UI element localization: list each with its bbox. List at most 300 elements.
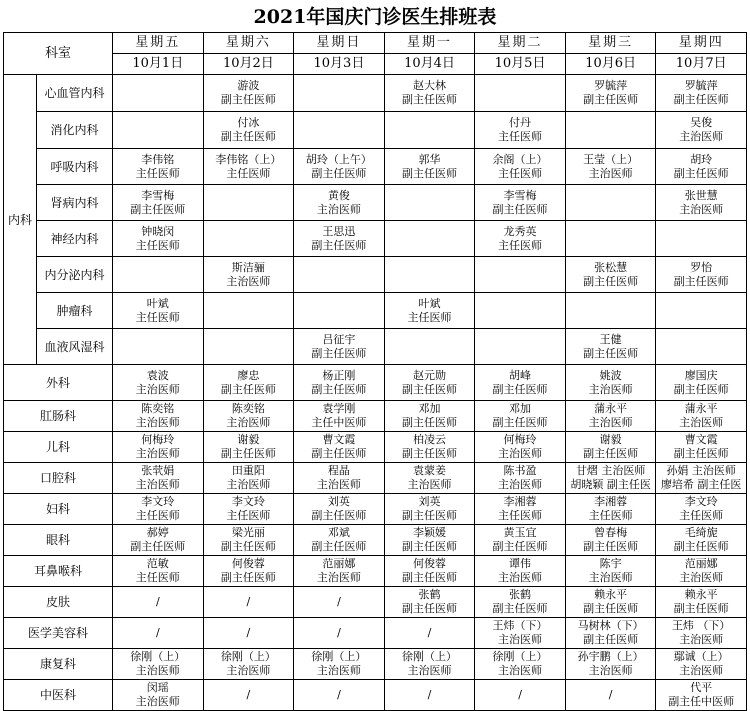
- doctor-title: 廖培希 副主任医: [660, 478, 742, 491]
- doctor-name: /: [337, 626, 341, 639]
- doctor-name: 王莹（上）: [583, 152, 639, 166]
- schedule-cell: [384, 329, 475, 365]
- doctor-title: 副主任医师: [583, 633, 639, 646]
- schedule-cell: [294, 112, 385, 149]
- date-header: 10月4日: [384, 54, 475, 75]
- schedule-cell: [656, 525, 747, 556]
- doctor-title: 主治医师: [316, 202, 361, 216]
- department-label: 心血管内科: [37, 75, 113, 112]
- department-label: 眼科: [4, 525, 113, 556]
- doctor-title: 主任医师: [135, 310, 180, 324]
- schedule-cell: [656, 112, 747, 149]
- schedule-cell: [113, 618, 204, 649]
- doctor-name: 郭华: [418, 152, 441, 166]
- table-row: [4, 185, 747, 221]
- schedule-cell: [113, 293, 204, 329]
- doctor-name: 袁蒙姜: [412, 464, 446, 477]
- schedule-cell: [294, 432, 385, 463]
- doctor-name: /: [608, 688, 613, 701]
- doctor-name: 范丽娜: [322, 557, 356, 570]
- schedule-cell: [565, 112, 656, 149]
- doctor-title: 副主任医师: [583, 540, 639, 553]
- schedule-cell: [384, 463, 475, 494]
- doctor-title: 主治医师: [679, 416, 724, 429]
- schedule-cell: [656, 494, 747, 525]
- schedule-cell: [656, 556, 747, 587]
- doctor-title: 副主任医师: [673, 93, 729, 106]
- table-row: [4, 649, 747, 680]
- doctor-name: /: [246, 626, 251, 639]
- doctor-name: 刘英: [418, 495, 441, 508]
- doctor-name: 李雪梅: [141, 188, 175, 202]
- doctor-title: 主治医师: [135, 447, 180, 460]
- doctor-title: 副主任医师: [220, 571, 276, 584]
- doctor-name: 李雪梅: [503, 188, 537, 202]
- doctor-name: 毛绮旎: [684, 526, 718, 539]
- doctor-name: 王思迅: [322, 224, 356, 238]
- schedule-cell: [113, 221, 204, 257]
- doctor-name: 罗怡: [690, 260, 713, 274]
- schedule-cell: [203, 75, 294, 112]
- doctor-name: /: [518, 688, 522, 701]
- corner-label: 科室: [4, 33, 113, 75]
- table-row: [4, 365, 747, 401]
- doctor-title: 主治医师: [588, 166, 633, 180]
- department-label: 血液风湿科: [37, 329, 113, 365]
- doctor-name: 徐刚（上）: [401, 650, 457, 663]
- schedule-cell: [294, 587, 385, 618]
- schedule-cell: [294, 680, 385, 711]
- doctor-name: 蒲永平: [594, 402, 628, 415]
- schedule-cell: [294, 401, 385, 432]
- doctor-name: 张松慧: [594, 260, 628, 274]
- doctor-title: 主治医师: [679, 130, 724, 143]
- department-label: 妇科: [4, 494, 113, 525]
- schedule-cell: [294, 185, 385, 221]
- schedule-cell: [475, 525, 566, 556]
- doctor-name: 何俊蓉: [231, 557, 265, 570]
- schedule-cell: [294, 75, 385, 112]
- doctor-name: 王健: [599, 332, 622, 346]
- doctor-title: 副主任医师: [492, 382, 548, 396]
- schedule-cell: [565, 293, 656, 329]
- doctor-name: 吕征宇: [322, 332, 356, 346]
- doctor-name: 程晶: [327, 464, 350, 477]
- table-row: [4, 556, 747, 587]
- schedule-cell: [203, 185, 294, 221]
- table-row: [4, 494, 747, 525]
- doctor-name: 姚波: [599, 368, 622, 382]
- doctor-title: 主任医师: [407, 310, 452, 324]
- doctor-name: 何梅玲: [503, 433, 537, 446]
- schedule-cell: [656, 618, 747, 649]
- doctor-name: 李湘蓉: [594, 495, 628, 508]
- schedule-cell: [656, 149, 747, 185]
- doctor-name: 田重阳: [231, 464, 265, 477]
- schedule-cell: [203, 525, 294, 556]
- doctor-name: 罗毓萍: [594, 79, 628, 92]
- doctor-title: 副主任医师: [401, 166, 457, 180]
- doctor-name: 李伟铭: [141, 152, 175, 166]
- doctor-title: 副主任医师: [311, 382, 367, 396]
- schedule-cell: [475, 149, 566, 185]
- doctor-name: 张鹤: [509, 588, 532, 601]
- schedule-cell: [565, 185, 656, 221]
- schedule-cell: [475, 556, 566, 587]
- schedule-cell: [656, 401, 747, 432]
- doctor-name: 徐刚（上）: [220, 650, 276, 663]
- schedule-cell: [294, 649, 385, 680]
- schedule-cell: [656, 221, 747, 257]
- doctor-name: 陈书盈: [503, 464, 537, 477]
- schedule-cell: [113, 680, 204, 711]
- department-label: 医学美容科: [4, 618, 113, 649]
- schedule-cell: [294, 365, 385, 401]
- doctor-title: 副主任医师: [311, 447, 367, 460]
- doctor-title: 主任医师: [135, 571, 180, 584]
- doctor-name: 罗毓萍: [684, 79, 718, 92]
- schedule-cell: [203, 329, 294, 365]
- doctor-name: 杨正刚: [322, 368, 356, 382]
- date-header: 10月1日: [113, 54, 204, 75]
- doctor-title: 主任医师: [135, 166, 180, 180]
- doctor-title: 主治医师: [498, 571, 543, 584]
- doctor-title: 副主任医师: [401, 509, 457, 522]
- schedule-cell: [384, 401, 475, 432]
- doctor-title: 副主任医师: [673, 166, 729, 180]
- doctor-name: 赖永平: [684, 588, 718, 601]
- schedule-cell: [565, 432, 656, 463]
- schedule-cell: [294, 329, 385, 365]
- weekday-header: 星期二: [475, 33, 566, 54]
- doctor-name: 王炜（下）: [492, 619, 548, 632]
- schedule-cell: [384, 221, 475, 257]
- doctor-name: 付丹: [509, 116, 532, 129]
- schedule-cell: [565, 365, 656, 401]
- schedule-cell: [113, 525, 204, 556]
- schedule-cell: [656, 649, 747, 680]
- doctor-title: 主治医师: [679, 633, 724, 646]
- doctor-name: 马树林（下）: [577, 619, 644, 632]
- doctor-name: 陈奕铭: [231, 402, 265, 415]
- doctor-name: 谢毅: [237, 433, 260, 446]
- doctor-title: 副主任医师: [401, 382, 457, 396]
- date-header: 10月3日: [294, 54, 385, 75]
- doctor-title: 主治医师: [588, 382, 633, 396]
- doctor-name: 张鹤: [418, 588, 441, 601]
- doctor-name: 李伟铭（上）: [215, 152, 282, 166]
- department-label: 口腔科: [4, 463, 113, 494]
- schedule-cell: [475, 680, 566, 711]
- doctor-title: 主治医师: [226, 478, 271, 491]
- schedule-cell: [203, 432, 294, 463]
- schedule-cell: [203, 587, 294, 618]
- schedule-cell: [113, 463, 204, 494]
- schedule-cell: [294, 494, 385, 525]
- doctor-name: 胡玲: [690, 152, 713, 166]
- doctor-title: 主治医师: [679, 664, 724, 677]
- doctor-title: 主治医师: [226, 274, 271, 288]
- doctor-name: 鄢诚（上）: [673, 650, 729, 663]
- doctor-name: 蒲永平: [684, 402, 718, 415]
- schedule-cell: [475, 463, 566, 494]
- date-header: 10月5日: [475, 54, 566, 75]
- doctor-title: 副主任医师: [673, 602, 729, 615]
- doctor-name: /: [427, 688, 432, 701]
- doctor-title: 副主任医师: [401, 540, 457, 553]
- doctor-title: 主治医师: [588, 664, 633, 677]
- doctor-name: 胡玲（上午）: [305, 152, 372, 166]
- doctor-name: 范敏: [146, 557, 169, 570]
- schedule-cell: [294, 257, 385, 293]
- department-label: 内分泌内科: [37, 257, 113, 293]
- doctor-title: 主治医师: [679, 571, 724, 584]
- doctor-title: 副主任医师: [583, 346, 639, 360]
- weekday-header: 星期一: [384, 33, 475, 54]
- doctor-name: 邓斌: [327, 526, 350, 539]
- doctor-name: 赵元勋: [412, 368, 446, 382]
- schedule-cell: [203, 463, 294, 494]
- schedule-cell: [203, 365, 294, 401]
- weekday-header: 星期六: [203, 33, 294, 54]
- doctor-name: 柏凌云: [412, 433, 446, 446]
- schedule-cell: [203, 494, 294, 525]
- schedule-cell: [475, 649, 566, 680]
- doctor-name: 徐刚（上）: [311, 650, 367, 663]
- table-row: [4, 293, 747, 329]
- doctor-name: 邓加: [418, 402, 441, 415]
- doctor-title: 主任医师: [135, 238, 180, 252]
- doctor-name: 郝婷: [146, 526, 169, 539]
- doctor-title: 主治医师: [135, 695, 180, 708]
- doctor-title: 副主任医师: [311, 166, 367, 180]
- doctor-name: 斯洁骊: [231, 260, 265, 274]
- schedule-cell: [475, 75, 566, 112]
- table-row: [4, 587, 747, 618]
- schedule-cell: [294, 618, 385, 649]
- doctor-name: 孙娟 主治医师: [666, 464, 736, 477]
- doctor-name: 曾春梅: [594, 526, 628, 539]
- doctor-title: 副主任医师: [311, 509, 367, 522]
- doctor-name: 甘熠 主治医师: [575, 464, 646, 477]
- doctor-title: 副主任医师: [220, 93, 276, 106]
- schedule-cell: [294, 221, 385, 257]
- schedule-cell: [565, 618, 656, 649]
- doctor-title: 主治医师: [135, 478, 180, 491]
- date-header: 10月6日: [565, 54, 656, 75]
- doctor-name: 李文玲: [684, 495, 718, 508]
- schedule-cell: [113, 112, 204, 149]
- doctor-title: 主治医师: [498, 633, 543, 646]
- department-label: 肿瘤科: [37, 293, 113, 329]
- schedule-cell: [203, 149, 294, 185]
- schedule-cell: [475, 221, 566, 257]
- doctor-name: 代平: [690, 681, 713, 694]
- doctor-title: 主治医师: [679, 202, 724, 216]
- schedule-cell: [384, 293, 475, 329]
- doctor-name: 王炜 （下）: [671, 619, 731, 632]
- department-label: 儿科: [4, 432, 113, 463]
- doctor-title: 主治医师: [588, 416, 633, 429]
- doctor-name: 廖国庆: [684, 368, 718, 382]
- doctor-name: 邓加: [509, 402, 532, 415]
- schedule-cell: [203, 112, 294, 149]
- doctor-name: 叶斌: [418, 296, 441, 310]
- schedule-cell: [565, 587, 656, 618]
- schedule-cell: [203, 257, 294, 293]
- schedule-cell: [656, 432, 747, 463]
- doctor-title: 副主任医师: [401, 416, 457, 429]
- doctor-title: 主任医师: [498, 130, 543, 143]
- department-label: 外科: [4, 365, 113, 401]
- doctor-name: 曹文霞: [322, 433, 356, 446]
- doctor-title: 副主任医师: [401, 602, 457, 615]
- doctor-name: /: [337, 688, 341, 701]
- doctor-name: /: [155, 626, 160, 639]
- doctor-title: 副主任医师: [492, 540, 548, 553]
- schedule-cell: [203, 618, 294, 649]
- schedule-cell: [565, 329, 656, 365]
- table-row: [4, 329, 747, 365]
- schedule-cell: [565, 149, 656, 185]
- doctor-title: 主治医师: [498, 447, 543, 460]
- schedule-cell: [113, 365, 204, 401]
- schedule-cell: [384, 494, 475, 525]
- schedule-cell: [656, 463, 747, 494]
- doctor-name: /: [246, 595, 251, 608]
- doctor-title: 副主任医师: [583, 274, 639, 288]
- doctor-name: 龙秀英: [503, 224, 537, 238]
- schedule-cell: [656, 329, 747, 365]
- schedule-cell: [203, 221, 294, 257]
- table-row: [4, 257, 747, 293]
- schedule-cell: [565, 680, 656, 711]
- schedule-cell: [294, 463, 385, 494]
- doctor-name: 刘英: [327, 495, 350, 508]
- schedule-cell: [113, 494, 204, 525]
- doctor-name: 余阁（上）: [492, 152, 548, 166]
- doctor-name: 李颖媛: [412, 526, 446, 539]
- department-label: 神经内科: [37, 221, 113, 257]
- doctor-name: 李文玲: [141, 495, 175, 508]
- doctor-title: 主治医师: [498, 664, 543, 677]
- doctor-title: 副主任医师: [220, 540, 276, 553]
- schedule-cell: [565, 556, 656, 587]
- schedule-cell: [656, 587, 747, 618]
- doctor-title: 主任医师: [226, 509, 271, 522]
- doctor-title: 主任医师: [498, 509, 543, 522]
- schedule-cell: [475, 185, 566, 221]
- schedule-cell: [384, 185, 475, 221]
- doctor-name: 赵大林: [412, 79, 446, 92]
- doctor-name: 付冰: [237, 116, 260, 129]
- schedule-cell: [113, 329, 204, 365]
- weekday-header: 星期三: [565, 33, 656, 54]
- schedule-cell: [475, 329, 566, 365]
- schedule-cell: [113, 149, 204, 185]
- doctor-title: 主任医师: [588, 509, 633, 522]
- doctor-name: 游波: [237, 79, 260, 92]
- doctor-name: 袁学刚: [322, 402, 356, 415]
- department-label: 皮肤: [4, 587, 113, 618]
- doctor-title: 主任医师: [679, 509, 724, 522]
- table-row: [4, 680, 747, 711]
- schedule-cell: [475, 401, 566, 432]
- schedule-cell: [475, 494, 566, 525]
- schedule-cell: [565, 401, 656, 432]
- doctor-name: /: [427, 626, 432, 639]
- doctor-name: 梁光丽: [231, 526, 265, 539]
- weekday-header: 星期日: [294, 33, 385, 54]
- doctor-title: 副主任医师: [492, 202, 548, 216]
- doctor-title: 副主任医师: [220, 447, 276, 460]
- doctor-name: 谢毅: [599, 433, 622, 446]
- schedule-cell: [384, 525, 475, 556]
- table-row: [4, 112, 747, 149]
- schedule-cell: [384, 149, 475, 185]
- doctor-title: 主治医师: [135, 416, 180, 429]
- schedule-cell: [475, 365, 566, 401]
- doctor-title: 胡晓颖 副主任医: [570, 478, 651, 491]
- doctor-name: 吴俊: [690, 116, 713, 129]
- schedule-cell: [384, 618, 475, 649]
- doctor-title: 主任医师: [498, 166, 543, 180]
- schedule-cell: [203, 293, 294, 329]
- doctor-name: 陈宇: [599, 557, 622, 570]
- doctor-title: 主治医师: [316, 571, 361, 584]
- doctor-name: 张茕娟: [141, 464, 175, 477]
- schedule-cell: [475, 257, 566, 293]
- doctor-name: 何俊蓉: [412, 557, 446, 570]
- weekday-header: 星期五: [113, 33, 204, 54]
- doctor-name: 何梅玲: [141, 433, 175, 446]
- doctor-name: 袁波: [146, 368, 169, 382]
- schedule-cell: [656, 365, 747, 401]
- schedule-cell: [113, 432, 204, 463]
- schedule-cell: [656, 293, 747, 329]
- schedule-cell: [384, 649, 475, 680]
- doctor-name: 闵瑶: [146, 681, 169, 694]
- schedule-cell: [565, 257, 656, 293]
- schedule-cell: [565, 75, 656, 112]
- doctor-title: 副主任医师: [130, 540, 186, 553]
- table-row: [4, 432, 747, 463]
- doctor-name: /: [246, 688, 251, 701]
- schedule-cell: [113, 75, 204, 112]
- department-label: 耳鼻喉科: [4, 556, 113, 587]
- schedule-cell: [384, 112, 475, 149]
- doctor-name: /: [155, 595, 160, 608]
- schedule-cell: [113, 556, 204, 587]
- doctor-title: 主治医师: [316, 478, 361, 491]
- schedule-cell: [203, 401, 294, 432]
- table-row: [4, 221, 747, 257]
- doctor-title: 副主任医师: [401, 447, 457, 460]
- doctor-title: 主治医师: [226, 416, 271, 429]
- doctor-title: 主治医师: [407, 664, 452, 677]
- doctor-name: 廖忠: [237, 368, 260, 382]
- schedule-cell: [475, 618, 566, 649]
- doctor-title: 副主任医师: [492, 416, 548, 429]
- schedule-cell: [565, 463, 656, 494]
- doctor-title: 主任医师: [135, 509, 180, 522]
- schedule-cell: [384, 587, 475, 618]
- schedule-cell: [113, 185, 204, 221]
- page-title: 2021年国庆门诊医生排班表: [253, 6, 497, 28]
- schedule-table: [3, 32, 747, 711]
- doctor-title: 主治医师: [407, 478, 452, 491]
- table-row: [4, 618, 747, 649]
